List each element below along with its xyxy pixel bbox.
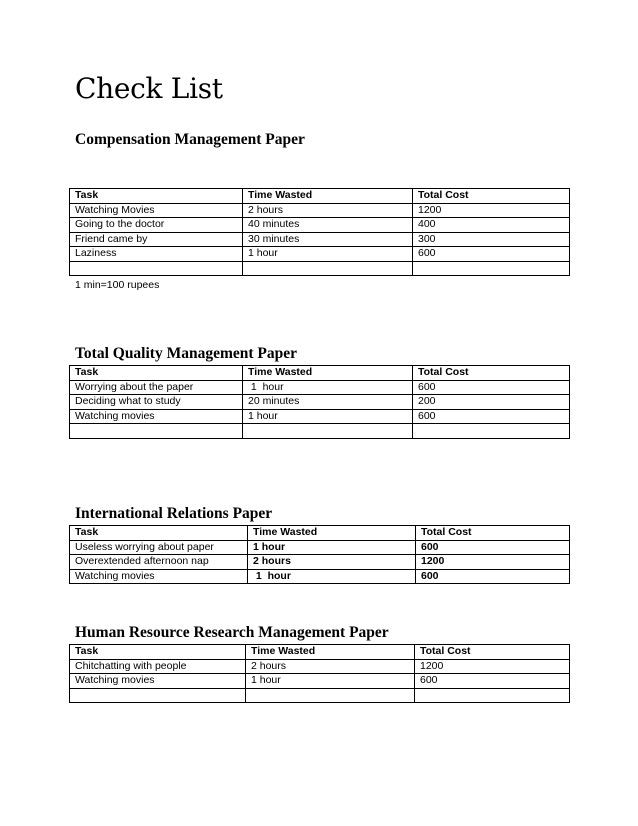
column-header-task: Task [70, 645, 246, 660]
column-header-total-cost: Total Cost [413, 366, 570, 381]
task-cell: Watching movies [70, 409, 243, 424]
cost-cell: 600 [413, 380, 570, 395]
table-row [70, 247, 570, 262]
total-quality-table [69, 365, 570, 439]
column-header-total-cost: Total Cost [415, 645, 570, 660]
international-relations-table [69, 525, 570, 584]
time-cell: 40 minutes [243, 218, 413, 233]
cost-cell: 600 [413, 409, 570, 424]
time-cell: 1 hour [248, 540, 416, 555]
time-cell: 2 hours [248, 555, 416, 570]
time-cell: 1 hour [243, 409, 413, 424]
table-row-empty [70, 688, 570, 703]
task-cell: Watching movies [70, 569, 248, 584]
time-cell: 1 hour [243, 380, 413, 395]
section-heading-human-resource: Human Resource Research Management Paper [75, 624, 389, 641]
time-cell: 2 hours [246, 659, 415, 674]
task-cell: Worrying about the paper [70, 380, 243, 395]
time-cell: 2 hours [243, 203, 413, 218]
task-cell: Laziness [70, 247, 243, 262]
time-cell: 1 hour [246, 674, 415, 689]
table-row [70, 380, 570, 395]
task-cell: Watching Movies [70, 203, 243, 218]
cost-cell: 600 [416, 569, 570, 584]
cost-cell: 600 [413, 247, 570, 262]
time-cell: 20 minutes [243, 395, 413, 410]
column-header-total-cost: Total Cost [416, 526, 570, 541]
task-cell: Going to the doctor [70, 218, 243, 233]
time-cell: 30 minutes [243, 232, 413, 247]
table-row [70, 218, 570, 233]
column-header-task: Task [70, 366, 243, 381]
human-resource-table [69, 644, 570, 703]
table-row [70, 659, 570, 674]
table-header-row [70, 645, 570, 660]
task-cell [70, 424, 243, 439]
time-cell [243, 424, 413, 439]
page-title: Check List [75, 72, 223, 105]
time-cell: 1 hour [248, 569, 416, 584]
table-row-empty [70, 261, 570, 276]
column-header-total-cost: Total Cost [413, 189, 570, 204]
section-heading-total-quality: Total Quality Management Paper [75, 345, 298, 362]
section-heading-international-relations: International Relations Paper [75, 505, 273, 522]
column-header-time-wasted: Time Wasted [246, 645, 415, 660]
table-header-row [70, 366, 570, 381]
cost-cell: 200 [413, 395, 570, 410]
task-cell: Chitchatting with people [70, 659, 246, 674]
compensation-table [69, 188, 570, 276]
table-header-row [70, 189, 570, 204]
table-row [70, 395, 570, 410]
column-header-task: Task [70, 189, 243, 204]
cost-cell: 600 [415, 674, 570, 689]
cost-cell: 1200 [416, 555, 570, 570]
time-cell: 1 hour [243, 247, 413, 262]
cost-cell: 1200 [415, 659, 570, 674]
column-header-time-wasted: Time Wasted [243, 366, 413, 381]
cost-cell: 1200 [413, 203, 570, 218]
time-cell [246, 688, 415, 703]
column-header-time-wasted: Time Wasted [248, 526, 416, 541]
task-cell: Overextended afternoon nap [70, 555, 248, 570]
table-row [70, 555, 570, 570]
table-row [70, 203, 570, 218]
cost-cell: 400 [413, 218, 570, 233]
table-row [70, 540, 570, 555]
task-cell [70, 261, 243, 276]
task-cell: Watching movies [70, 674, 246, 689]
table-row-empty [70, 424, 570, 439]
cost-cell [415, 688, 570, 703]
table-header-row [70, 526, 570, 541]
table-row [70, 232, 570, 247]
cost-cell: 300 [413, 232, 570, 247]
time-cell [243, 261, 413, 276]
task-cell [70, 688, 246, 703]
table-row [70, 569, 570, 584]
task-cell: Deciding what to study [70, 395, 243, 410]
task-cell: Friend came by [70, 232, 243, 247]
table-row [70, 409, 570, 424]
conversion-note: 1 min=100 rupees [75, 279, 160, 291]
section-heading-compensation: Compensation Management Paper [75, 131, 305, 148]
column-header-task: Task [70, 526, 248, 541]
task-cell: Useless worrying about paper [70, 540, 248, 555]
cost-cell [413, 261, 570, 276]
cost-cell [413, 424, 570, 439]
column-header-time-wasted: Time Wasted [243, 189, 413, 204]
cost-cell: 600 [416, 540, 570, 555]
table-row [70, 674, 570, 689]
